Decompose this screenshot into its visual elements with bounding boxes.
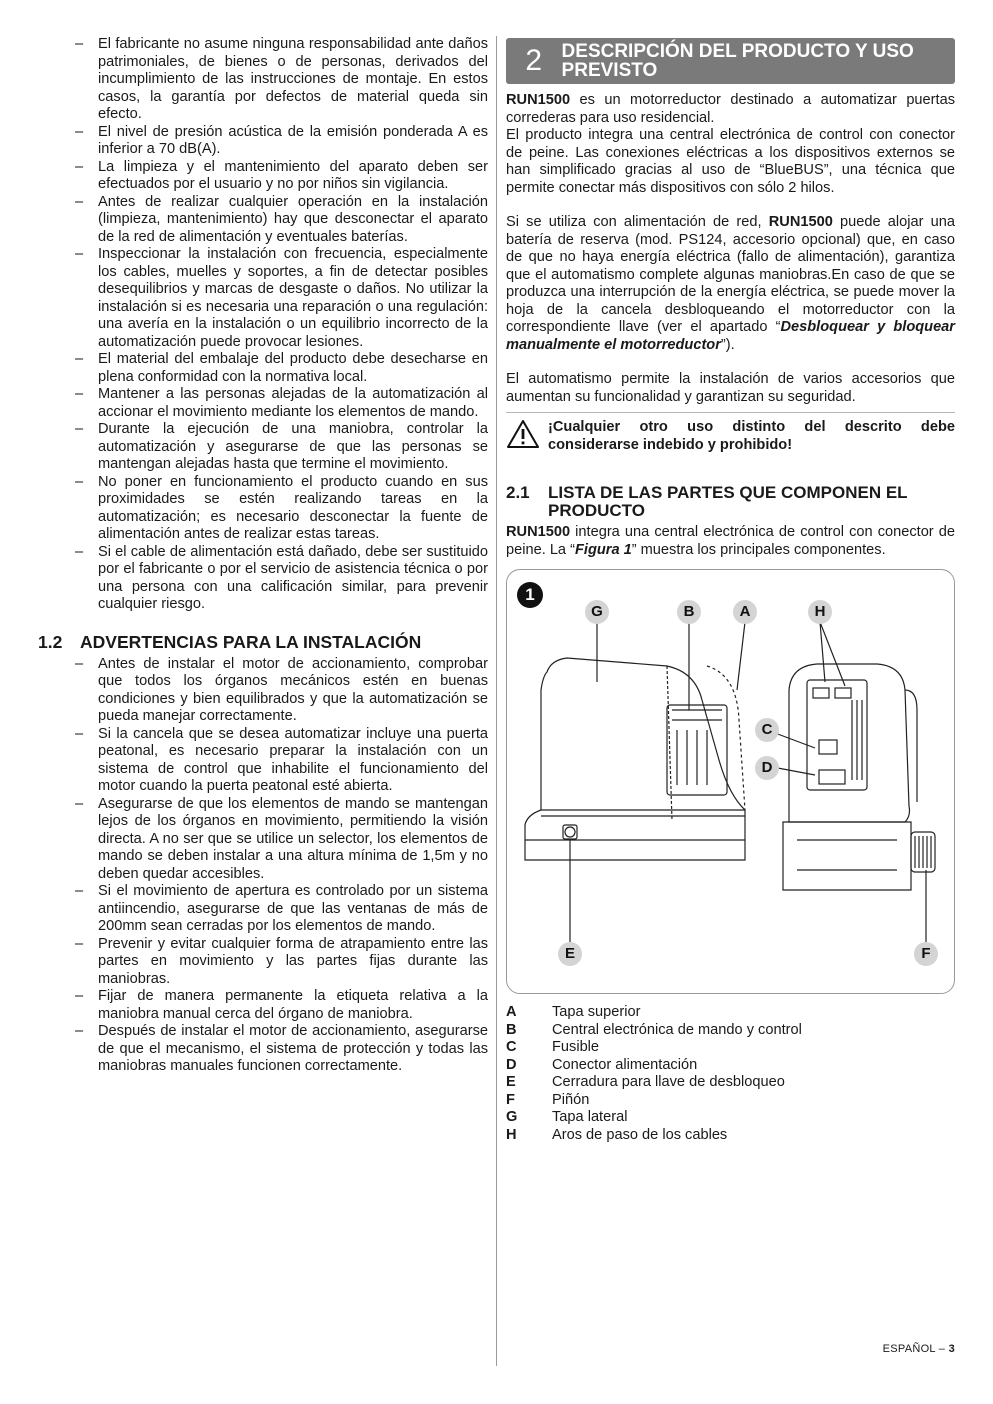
legend-text: Aros de paso de los cables <box>552 1126 728 1143</box>
bullet-item: – Antes de instalar el motor de accionamiento, comprobar que todos los órganos mecánicos estén en buenas condiciones y bien equilibrados y que la automatización se pueda manejar correctamente. <box>75 656 488 726</box>
manual-release-reference: Desbloquear y bloquear manualmente el motorreductor <box>506 319 955 353</box>
paragraph-intro-text: es un motorreductor destinado a automatizar puertas correderas para uso residencial. <box>506 92 955 126</box>
page-footer <box>883 1343 955 1355</box>
battery-text-b: puede alojar una batería de reserva (mod. PS124, accesorio opcional) que, en caso de que no haya energía eléctrica (fallo de alimentación), garantiza que el automatismo complete algunas maniobras.En caso de que se produzca una interrupción de la energía eléctrica, se puede mover la hoja de la cancela desbloqueando el motorreductor con la correspondiente llave (ver el apartado “ <box>506 214 955 335</box>
callout-f: F <box>914 942 938 966</box>
paragraph-battery <box>506 214 955 354</box>
figure-legend <box>506 1004 955 1144</box>
legend-text: Fusible <box>552 1039 600 1055</box>
callout-h: H <box>808 600 832 624</box>
product-name: RUN1500 <box>506 92 571 108</box>
subsection-number: 2.1 <box>506 483 530 502</box>
product-name: RUN1500 <box>506 524 571 540</box>
warning-box <box>506 412 955 454</box>
callout-d: D <box>755 756 779 780</box>
legend-key: E <box>506 1074 516 1090</box>
legend-text: Piñón <box>552 1091 590 1108</box>
legend-row <box>506 1057 955 1075</box>
legend-key: D <box>506 1056 517 1073</box>
bullet-item: – Después de instalar el motor de accionamiento, asegurarse de que el mecanismo, el sistema de protección y todas las maniobras manuales funcionen correctamente. <box>75 1023 488 1076</box>
legend-text: Tapa superior <box>552 1004 641 1020</box>
intro-bullet-list <box>38 36 488 614</box>
chapter-header <box>506 38 955 84</box>
bullet-item: – El fabricante no asume ninguna responsabilidad ante daños patrimoniales, de bienes o de personas, derivados del incumplimiento de las instrucciones de montaje. En estos casos, la garantía por defectos de material queda sin efecto. <box>75 36 488 124</box>
figure-1 <box>506 569 955 994</box>
left-column <box>38 36 488 1076</box>
product-name: RUN1500 <box>768 214 833 230</box>
paragraph-bluebus: El producto integra una central electrónica de control con conector de peine. Las conexiones eléctricas a los dispositivos externos se han simplificado gracias al uso de “BlueBUS”, una técnica que permite conectar más dispositivos con sólo 2 hilos. <box>506 127 955 196</box>
components-text-a: integra una central electrónica de control con conector de peine. La “ <box>506 524 955 558</box>
bullet-item: – Prevenir y evitar cualquier forma de atrapamiento entre las partes en movimiento y las partes fijas durante las maniobras. <box>75 936 488 989</box>
callout-e: E <box>558 942 582 966</box>
bullet-item: – No poner en funcionamiento el producto cuando en sus proximidades se estén realizando tareas en la automatización; es necesario desconectar la fuente de alimentación antes de realizar estas tareas. <box>75 474 488 544</box>
installation-warnings-list <box>38 656 488 1076</box>
section-title: ADVERTENCIAS PARA LA INSTALACIÓN <box>80 631 422 652</box>
legend-key: C <box>506 1039 517 1055</box>
subsection-title: LISTA DE LAS PARTES QUE COMPONEN EL PRODUCTO <box>548 483 908 520</box>
legend-text: Tapa lateral <box>552 1109 628 1125</box>
bullet-item: – Si el cable de alimentación está dañado, debe ser sustituido por el fabricante o por el servicio de asistencia técnica o por una persona con una calificación similar, para prevenir cualquier riesgo. <box>75 544 488 614</box>
legend-key: G <box>506 1109 518 1125</box>
footer-language: ESPAÑOL – <box>882 1343 949 1355</box>
warning-text: ¡Cualquier otro uso distinto del descrito debe considerarse indebido y prohibido! <box>548 419 955 453</box>
subsection-heading-2-1 <box>506 484 955 520</box>
bullet-item: – Si la cancela que se desea automatizar incluye una puerta peatonal, es necesario preparar la instalación con un sistema de control que inhabilite el funcionamiento del motor cuando la puerta peatonal esté abierta. <box>75 726 488 796</box>
section-number: 1.2 <box>38 631 63 652</box>
legend-text: Central electrónica de mando y control <box>552 1021 802 1038</box>
paragraph-components <box>506 524 955 559</box>
legend-text: Cerradura para llave de desbloqueo <box>552 1074 785 1090</box>
components-text-b: ” muestra los principales componentes. <box>631 541 886 558</box>
battery-text-c: ”). <box>720 336 735 353</box>
figure-reference: Figura 1 <box>574 541 632 558</box>
legend-row <box>506 1127 955 1145</box>
bullet-item: – El nivel de presión acústica de la emisión ponderada A es inferior a 70 dB(A). <box>75 124 488 159</box>
legend-key: H <box>506 1126 517 1143</box>
legend-row <box>506 1109 955 1127</box>
legend-key: A <box>506 1004 517 1020</box>
callout-b: B <box>677 600 701 624</box>
legend-row <box>506 1039 955 1057</box>
callout-a: A <box>733 600 757 624</box>
legend-key: B <box>506 1021 517 1038</box>
product-illustration <box>507 570 954 993</box>
chapter-title: DESCRIPCIÓN DEL PRODUCTO Y USO PREVISTO <box>561 41 914 81</box>
bullet-item: – Si el movimiento de apertura es controlado por un sistema antiincendio, asegurarse de que las ventanas de más de 200mm sean cerradas por los elementos de mando. <box>75 883 488 936</box>
bullet-item: – Durante la ejecución de una maniobra, controlar la automatización y asegurarse de que las personas se mantengan alejadas hasta que termine el movimiento. <box>75 421 488 474</box>
paragraph-accessories: El automatismo permite la instalación de varios accesorios que aumentan su funcionalidad y garantizan su seguridad. <box>506 371 955 405</box>
bullet-item: – La limpieza y el mantenimiento del aparato deben ser efectuados por el usuario y no por niños sin vigilancia. <box>75 159 488 194</box>
paragraph-intro <box>506 92 955 127</box>
legend-row <box>506 1004 955 1022</box>
legend-key: F <box>506 1091 515 1108</box>
legend-row <box>506 1074 955 1092</box>
warning-triangle-icon <box>506 419 548 454</box>
bullet-item: – El material del embalaje del producto debe desecharse en plena conformidad con la normativa local. <box>75 351 488 386</box>
chapter-number: 2 <box>525 44 543 77</box>
bullet-item: – Inspeccionar la instalación con frecuencia, especialmente los cables, muelles y soportes, a fin de detectar posibles desequilibrios y marcas de desgaste o daños. No utilizar la instalación si es necesaria una reparación o una regulación: una avería en la instalación o un equilibrio incorrecto de la automatización puede provocar lesiones. <box>75 246 488 351</box>
bullet-item: – Antes de realizar cualquier operación en la instalación (limpieza, mantenimiento) hay que desconectar el aparato de la red de alimentación y eventuales baterías. <box>75 194 488 247</box>
column-divider <box>496 36 497 1366</box>
bullet-item: – Fijar de manera permanente la etiqueta relativa a la maniobra manual cerca del órgano de maniobra. <box>75 988 488 1023</box>
figure-number-badge: 1 <box>517 582 543 608</box>
callout-c: C <box>755 718 779 742</box>
bullet-item: – Asegurarse de que los elementos de mando se mantengan lejos de los órganos en movimiento, permitiendo la visión directa. A no ser que se utilice un selector, los elementos de mando se deben instalar a una altura mínima de 1,5m y no deben quedar accesibles. <box>75 796 488 884</box>
callout-g: G <box>585 600 609 624</box>
legend-row <box>506 1092 955 1110</box>
legend-row <box>506 1022 955 1040</box>
bullet-item: – Mantener a las personas alejadas de la automatización al accionar el movimiento mediante los elementos de mando. <box>75 386 488 421</box>
legend-text: Conector alimentación <box>552 1056 698 1073</box>
section-heading-1-2 <box>38 632 488 652</box>
page-number: 3 <box>948 1343 955 1355</box>
battery-text-a: Si se utiliza con alimentación de red, <box>506 214 769 230</box>
right-column <box>506 38 955 1144</box>
